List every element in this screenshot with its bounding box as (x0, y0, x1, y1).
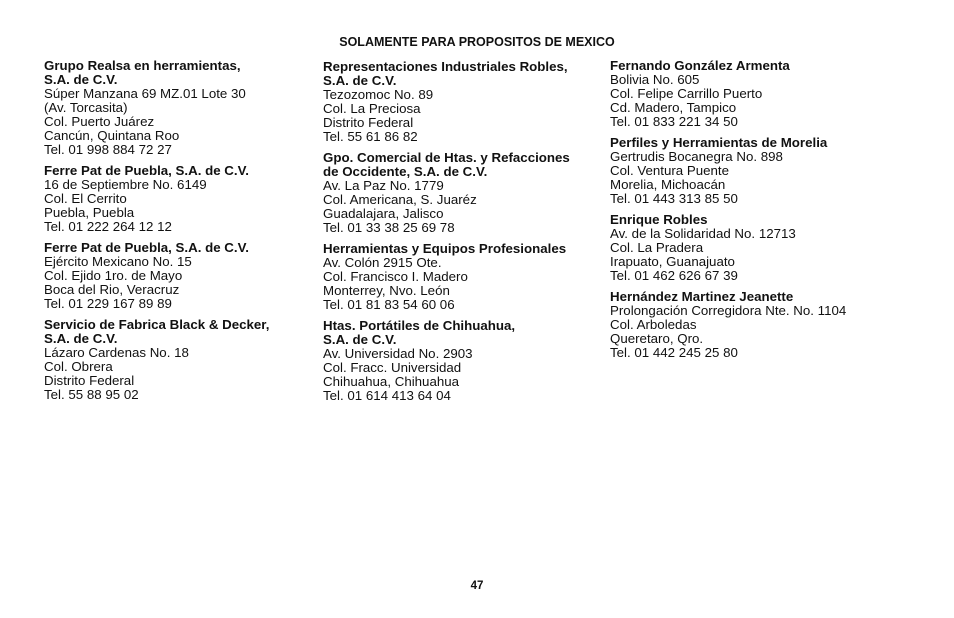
dealer-address-line: Tel. 55 61 86 82 (323, 129, 418, 144)
dealer-entry (44, 59, 304, 157)
dealer-name-line: Htas. Portátiles de Chihuahua, (323, 318, 516, 333)
dealer-address-line: Cancún, Quintana Roo (44, 128, 180, 143)
dealer-name-line: Servicio de Fabrica Black & Decker, (44, 317, 270, 332)
dealer-address-line: Ejército Mexicano No. 15 (44, 254, 192, 269)
dealer-address-line: (Av. Torcasita) (44, 100, 128, 115)
dealer-name-line: de Occidente, S.A. de C.V. (323, 164, 488, 179)
directory-column-2 (323, 60, 598, 410)
dealer-address-line: Col. La Pradera (610, 240, 704, 255)
dealer-name (44, 318, 304, 346)
dealer-address-line: Tel. 01 614 413 64 04 (323, 388, 451, 403)
dealer-address-line: Av. La Paz No. 1779 (323, 178, 444, 193)
dealer-address-line: Tel. 01 443 313 85 50 (610, 191, 738, 206)
dealer-address (610, 73, 875, 129)
dealer-address (610, 150, 875, 206)
dealer-address-line: Distrito Federal (44, 373, 135, 388)
dealer-entry (323, 319, 598, 403)
dealer-address-line: Tel. 01 81 83 54 60 06 (323, 297, 455, 312)
dealer-name (44, 241, 304, 255)
dealer-address-line: Col. Americana, S. Juaréz (323, 192, 477, 207)
dealer-address-line: 16 de Septiembre No. 6149 (44, 177, 207, 192)
dealer-entry (44, 318, 304, 402)
dealer-address (323, 88, 598, 144)
dealer-address-line: Morelia, Michoacán (610, 177, 726, 192)
dealer-address-line: Tel. 55 88 95 02 (44, 387, 139, 402)
dealer-address-line: Cd. Madero, Tampico (610, 100, 737, 115)
dealer-address-line: Tel. 01 222 264 12 12 (44, 219, 172, 234)
dealer-address-line: Guadalajara, Jalisco (323, 206, 444, 221)
dealer-address (44, 346, 304, 402)
dealer-address (610, 227, 875, 283)
directory-column-1 (44, 59, 304, 409)
dealer-address-line: Col. Francisco I. Madero (323, 269, 468, 284)
dealer-address-line: Tel. 01 33 38 25 69 78 (323, 220, 455, 235)
dealer-address-line: Lázaro Cardenas No. 18 (44, 345, 189, 360)
dealer-address-line: Col. Ejido 1ro. de Mayo (44, 268, 183, 283)
dealer-address (44, 87, 304, 157)
dealer-name-line: S.A. de C.V. (44, 72, 118, 87)
dealer-address-line: Bolivia No. 605 (610, 72, 700, 87)
dealer-address-line: Tel. 01 442 245 25 80 (610, 345, 738, 360)
dealer-address-line: Queretaro, Qro. (610, 331, 704, 346)
dealer-name-line: Representaciones Industriales Robles, (323, 59, 568, 74)
dealer-address-line: Boca del Rio, Veracruz (44, 282, 180, 297)
page-number: 47 (470, 580, 484, 592)
dealer-address (44, 255, 304, 311)
dealer-name (323, 151, 598, 179)
dealer-address-line: Tel. 01 998 884 72 27 (44, 142, 172, 157)
dealer-address-line: Súper Manzana 69 MZ.01 Lote 30 (44, 86, 246, 101)
dealer-address-line: Col. Obrera (44, 359, 113, 374)
dealer-name-line: Perfiles y Herramientas de Morelia (610, 135, 828, 150)
dealer-name-line: Herramientas y Equipos Profesionales (323, 241, 567, 256)
dealer-address-line: Av. Colón 2915 Ote. (323, 255, 442, 270)
dealer-address-line: Col. Felipe Carrillo Puerto (610, 86, 763, 101)
dealer-name (610, 59, 875, 73)
dealer-name-line: Grupo Realsa en herramientas, (44, 58, 241, 73)
dealer-name-line: Ferre Pat de Puebla, S.A. de C.V. (44, 240, 249, 255)
directory-column-3 (610, 59, 875, 367)
dealer-address-line: Chihuahua, Chihuahua (323, 374, 460, 389)
dealer-entry (323, 242, 598, 312)
dealer-entry (323, 151, 598, 235)
dealer-address-line: Col. Arboledas (610, 317, 697, 332)
dealer-name-line: Gpo. Comercial de Htas. y Refacciones (323, 150, 570, 165)
dealer-address-line: Av. de la Solidaridad No. 12713 (610, 226, 796, 241)
dealer-address-line: Monterrey, Nvo. León (323, 283, 450, 298)
dealer-entry (610, 59, 875, 129)
dealer-address-line: Irapuato, Guanajuato (610, 254, 735, 269)
dealer-name-line: S.A. de C.V. (323, 73, 397, 88)
dealer-name-line: Fernando González Armenta (610, 58, 790, 73)
dealer-entry (323, 60, 598, 144)
dealer-address-line: Gertrudis Bocanegra No. 898 (610, 149, 783, 164)
dealer-address (323, 179, 598, 235)
dealer-address-line: Col. La Preciosa (323, 101, 421, 116)
dealer-address-line: Tel. 01 833 221 34 50 (610, 114, 738, 129)
dealer-name (323, 242, 598, 256)
dealer-address-line: Distrito Federal (323, 115, 414, 130)
dealer-address (610, 304, 875, 360)
dealer-name-line: Ferre Pat de Puebla, S.A. de C.V. (44, 163, 249, 178)
dealer-entry (610, 290, 875, 360)
dealer-address (44, 178, 304, 234)
dealer-address-line: Tel. 01 462 626 67 39 (610, 268, 738, 283)
dealer-name (610, 213, 875, 227)
page-title: SOLAMENTE PARA PROPOSITOS DE MEXICO (339, 35, 615, 49)
dealer-address-line: Prolongación Corregidora Nte. No. 1104 (610, 303, 847, 318)
dealer-name-line: S.A. de C.V. (44, 331, 118, 346)
dealer-name-line: Hernández Martinez Jeanette (610, 289, 794, 304)
dealer-entry (44, 164, 304, 234)
dealer-address-line: Tel. 01 229 167 89 89 (44, 296, 172, 311)
dealer-address-line: Col. Fracc. Universidad (323, 360, 462, 375)
dealer-address (323, 347, 598, 403)
dealer-address-line: Col. El Cerrito (44, 191, 127, 206)
dealer-address-line: Av. Universidad No. 2903 (323, 346, 473, 361)
dealer-name (323, 319, 598, 347)
dealer-name (610, 136, 875, 150)
dealer-name-line: Enrique Robles (610, 212, 708, 227)
dealer-address-line: Col. Puerto Juárez (44, 114, 155, 129)
dealer-address-line: Puebla, Puebla (44, 205, 135, 220)
dealer-name (610, 290, 875, 304)
dealer-entry (610, 136, 875, 206)
dealer-address-line: Tezozomoc No. 89 (323, 87, 434, 102)
dealer-name (44, 59, 304, 87)
dealer-entry (610, 213, 875, 283)
dealer-address (323, 256, 598, 312)
dealer-address-line: Col. Ventura Puente (610, 163, 730, 178)
dealer-name (44, 164, 304, 178)
dealer-name (323, 60, 598, 88)
dealer-entry (44, 241, 304, 311)
dealer-name-line: S.A. de C.V. (323, 332, 397, 347)
